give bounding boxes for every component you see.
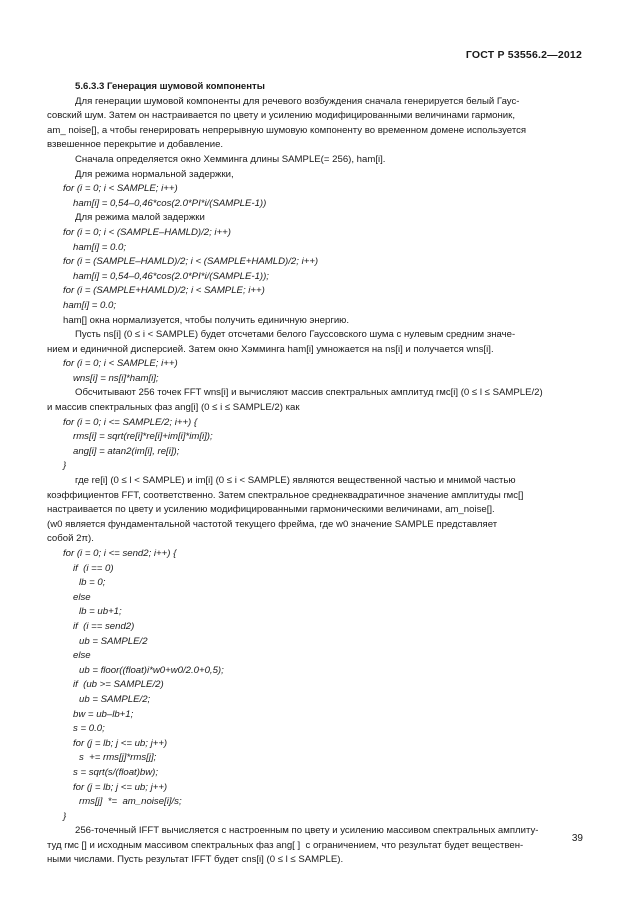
text-line: нием и единичной дисперсией. Затем окно Хэмминга ham[i] умножается на ns[i] и получается wns[i]. bbox=[47, 343, 494, 355]
code-line: bw = ub–lb+1; bbox=[73, 708, 134, 720]
text-line: и массив спектральных фаз ang[i] (0 ≤ i ≤ SAMPLE/2) как bbox=[47, 402, 300, 414]
code-line: rms[j] *= am_noise[i]/s; bbox=[79, 796, 182, 808]
text-line: Для режима нормальной задержки, bbox=[75, 168, 234, 180]
code-line: if (i == send2) bbox=[73, 620, 135, 632]
text-line: (w0 является фундаментальной частотой текущего фрейма, где w0 значение SAMPLE представляет bbox=[47, 518, 498, 530]
code-line: else bbox=[73, 650, 91, 662]
code-line: s += rms[j]*rms[j]; bbox=[79, 752, 157, 764]
code-line: ub = SAMPLE/2; bbox=[79, 693, 151, 705]
text-line: где re[i] (0 ≤ l < SAMPLE) и im[i] (0 ≤ i < SAMPLE) являются вещественной частью и мнимой частью bbox=[75, 475, 516, 487]
code-line: ang[i] = atan2(im[i], re[i]); bbox=[73, 445, 180, 457]
code-line: for (j = lb; j <= ub; j++) bbox=[73, 781, 168, 793]
standard-header: ГОСТ Р 53556.2—2012 bbox=[465, 49, 582, 61]
code-line: } bbox=[63, 810, 67, 822]
text-lines bbox=[47, 95, 583, 868]
code-line: ub = floor((float)i*w0+w0/2.0+0,5); bbox=[79, 664, 224, 676]
text-line: 256-точечный IFFT вычисляется с настроенным по цвету и усилению массивом спектральных амплиту- bbox=[75, 825, 539, 837]
text-line: Обсчитывают 256 точек FFT wns[i] и вычисляют массив спектральных амплитуд rмс[i] (0 ≤ l ≤ SAMPLE/2) bbox=[75, 387, 543, 399]
code-line: rms[i] = sqrt(re[i]*re[i]+im[i]*im[i]); bbox=[73, 431, 213, 443]
code-line: lb = ub+1; bbox=[79, 606, 122, 618]
code-line: for (i = 0; i <= SAMPLE/2; i++) { bbox=[63, 416, 198, 428]
code-line: if (i == 0) bbox=[73, 562, 114, 574]
text-line: am_ noise[], а чтобы генерировать непрерывную шумовую компоненту во временном домене используется bbox=[47, 124, 527, 136]
code-line: lb = 0; bbox=[79, 577, 106, 589]
code-line: for (i = (SAMPLE+HAMLD)/2; i < SAMPLE; i++) bbox=[63, 285, 265, 297]
section-heading: 5.6.3.3 Генерация шумовой компоненты bbox=[75, 81, 265, 92]
code-line: for (i = 0; i < (SAMPLE–HAMLD)/2; i++) bbox=[63, 226, 231, 238]
text-line: совский шум. Затем он настраивается по цвету и усилению модифицированными величинами гармоник, bbox=[47, 110, 516, 122]
text-line: Для режима малой задержки bbox=[75, 212, 205, 224]
code-line: s = 0.0; bbox=[73, 723, 105, 735]
code-line: for (i = 0; i < SAMPLE; i++) bbox=[63, 183, 178, 195]
code-line: ub = SAMPLE/2 bbox=[79, 635, 148, 647]
code-line: ham[i] = 0,54–0,46*cos(2.0*PI*i/(SAMPLE-1)) bbox=[73, 197, 267, 209]
code-line: for (j = lb; j <= ub; j++) bbox=[73, 737, 168, 749]
code-line: } bbox=[63, 460, 67, 472]
text-line: туд rмс [] и исходным массивом спектральных фаз ang[ ] с ограничением, что результат будет веществен- bbox=[47, 839, 524, 851]
text-line: Для генерации шумовой компоненты для речевого возбуждения сначала генерируется белый Гаус- bbox=[75, 95, 520, 107]
code-line: if (ub >= SAMPLE/2) bbox=[73, 679, 164, 691]
text-line: настраивается по цвету и усилению модифицированными гармоническими величинами, am_noise[]. bbox=[47, 504, 495, 516]
text-line: Сначала определяется окно Хемминга длины SAMPLE(= 256), ham[i]. bbox=[75, 153, 386, 165]
text-line: взвешенное перекрытие и добавление. bbox=[47, 139, 224, 151]
code-line: else bbox=[73, 591, 91, 603]
text-line: ham[] окна нормализуется, чтобы получить единичную энергию. bbox=[63, 314, 350, 326]
code-line: for (i = 0; i <= send2; i++) { bbox=[63, 548, 177, 559]
text-line: ными числами. Пусть результат IFFT будет cns[i] (0 ≤ l ≤ SAMPLE). bbox=[47, 854, 344, 866]
code-line: wns[i] = ns[i]*ham[i]; bbox=[73, 372, 159, 384]
page-number: 39 bbox=[571, 833, 583, 844]
code-line: ham[i] = 0.0; bbox=[73, 241, 127, 253]
code-line: for (i = 0; i < SAMPLE; i++) bbox=[63, 358, 178, 370]
code-line: for (i = (SAMPLE–HAMLD)/2; i < (SAMPLE+HAMLD)/2; i++) bbox=[63, 256, 319, 268]
text-line: коэффициентов FFT, соответственно. Затем спектральное среднеквадратичное значение амплитуды rмс[] bbox=[47, 489, 524, 501]
text-line: Пусть ns[i] (0 ≤ i < SAMPLE) будет отсчетами белого Гауссовского шума с нулевым средним значе- bbox=[75, 329, 516, 341]
page-body bbox=[47, 80, 583, 868]
code-line: ham[i] = 0.0; bbox=[63, 299, 117, 311]
code-line: s = sqrt(s/(float)bw); bbox=[73, 766, 159, 778]
code-line: ham[i] = 0,54–0,46*cos(2.0*PI*i/(SAMPLE-1)); bbox=[73, 270, 269, 282]
text-line: собой 2π). bbox=[47, 533, 94, 545]
